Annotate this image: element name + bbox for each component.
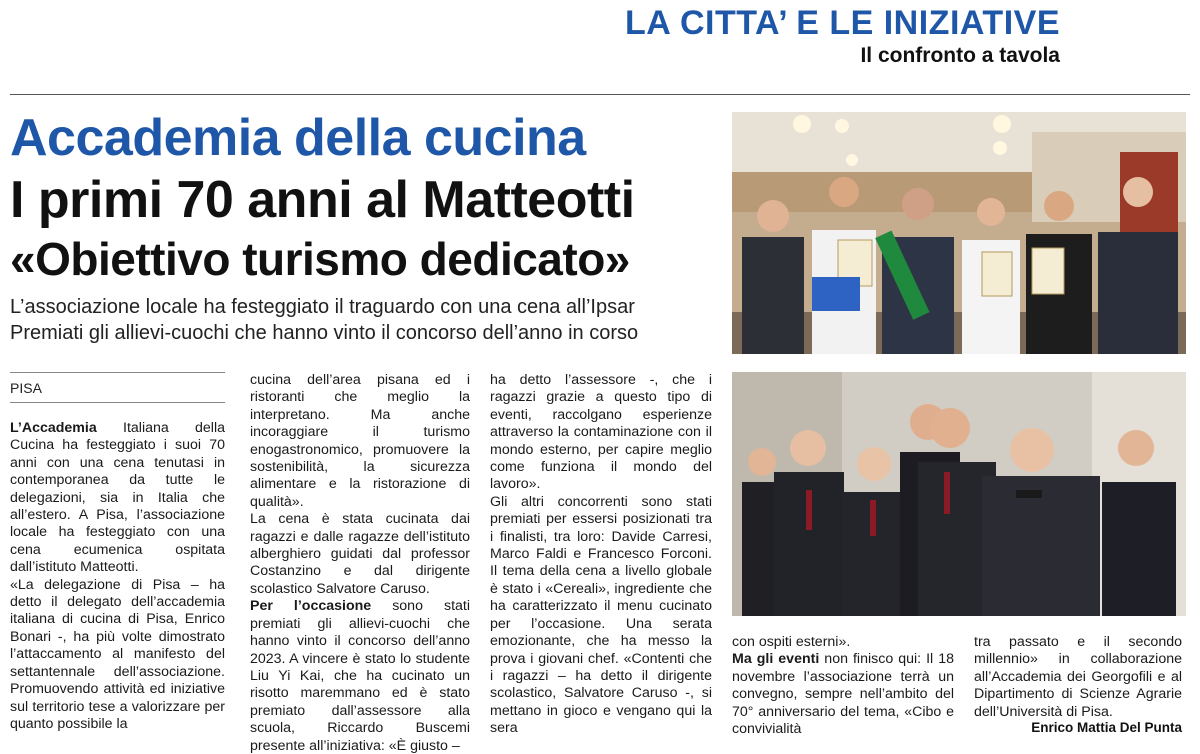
paragraph: La cena è stata cucinata dai ragazzi e dalle ragazze dell’istituto alberghiero guidati dal professor Costanzino e dal dirigente scolastico Salvatore Caruso.	[250, 511, 470, 597]
paragraph-text: sono stati premiati gli allievi-cuochi che hanno vinto il concorso dell’anno 2023. A vincere è stato lo studente Liu Yi Kai, che ha cucinato un risotto maremmano ed è stato premiato dall’assessore alla scuola, Riccardo Buscemi presente all’iniziativa: «È giusto –	[250, 598, 470, 754]
article-column-3	[490, 372, 712, 754]
article-column-5	[974, 634, 1182, 754]
deck-line-1: L’associazione locale ha festeggiato il traguardo con una cena all’Ipsar	[10, 296, 635, 318]
headline-kicker: Accademia della cucina	[10, 109, 586, 167]
dateline: PISA	[10, 380, 42, 396]
paragraph: cucina dell’area pisana ed i ristoranti che meglio la interpretano. Ma anche incoraggiare il turismo enogastronomico, promuovere la sostenibilità, la sicurezza alimentare e la ristorazione di qualità».	[250, 372, 470, 510]
section-title: LA CITTA’ E LE INIZIATIVE	[625, 4, 1060, 42]
paragraph: Gli altri concorrenti sono stati premiati per essersi posizionati tra i finalisti, tra loro: Davide Carresi, Marco Faldi e Francesco Forconi. Il tema della cena a livello globale è stato i «Cereali», ingrediente che ha caratterizzato il menu cucinato per l’occasione. Una serata emozionante, che ha messo la prova i giovani chef. «Contenti che i ragazzi – ha detto il dirigente scolastico, Salvatore Caruso -, si mettano in gioco e vengano qui la sera	[490, 493, 712, 737]
lead-in: L’Accademia	[10, 420, 97, 436]
paragraph	[732, 651, 954, 738]
paragraph: ha detto l’assessore -, che i ragazzi grazie a questo tipo di eventi, raccolgano esperienze attraverso la contaminazione con il mondo esterno, per capire meglio come funziona il mondo del lavoro».	[490, 372, 712, 493]
article-column-1	[10, 420, 225, 754]
photo-award-ceremony-drawing	[732, 112, 1186, 354]
deck-line-2: Premiati gli allievi-cuochi che hanno vinto il concorso dell’anno in corso	[10, 322, 639, 344]
section-subtitle: Il confronto a tavola	[860, 44, 1060, 67]
headline-quote: «Obiettivo turismo dedicato»	[10, 233, 630, 285]
paragraph: «La delegazione di Pisa – ha detto il delegato dell’accademia italiana di cucina di Pisa, Enrico Bonari -, ha più volte dimostrato l’attaccamento al manifesto del settantennale dell’associazione. Promuovendo attività ed iniziative sul territorio tese a valorizzare per quanto possibile la	[10, 576, 225, 732]
lead-in: Per l’occasione	[250, 598, 372, 615]
paragraph	[250, 598, 470, 754]
paragraph-text: Italiana della Cucina ha festeggiato i suoi 70 anni con una cena tenutasi in contemporanea da tutte le delegazioni, sia in Italia che all’estero. A Pisa, l’associazione locale ha festeggiato con una cena ecumenica ospitata dall’istituto Matteotti.	[10, 420, 225, 576]
paragraph	[10, 420, 225, 577]
dateline-bottom-rule	[10, 402, 225, 403]
dateline-top-rule	[10, 372, 225, 373]
paragraph: tra passato e il secondo millennio» in collaborazione all’Accademia dei Georgofili e al Dipartimento di Scienze Agrarie dell’Università di Pisa.	[974, 634, 1182, 720]
photo-students-speech	[732, 372, 1186, 616]
header-divider	[10, 94, 1190, 95]
article-column-4	[732, 634, 954, 754]
paragraph-text: non finisco qui: Il 18 novembre l’associazione terrà un convegno, sempre nell’ambito del 70° anniversario del tema, «Cibo e convivialità	[732, 651, 954, 738]
byline: Enrico Mattia Del Punta	[1031, 720, 1182, 735]
headline-main: I primi 70 anni al Matteotti	[10, 171, 635, 229]
photo-students-speech-drawing	[732, 372, 1186, 616]
lead-in: Ma gli eventi	[732, 651, 820, 668]
article-column-2	[250, 372, 470, 754]
paragraph: con ospiti esterni».	[732, 634, 851, 650]
photo-award-ceremony	[732, 112, 1186, 354]
